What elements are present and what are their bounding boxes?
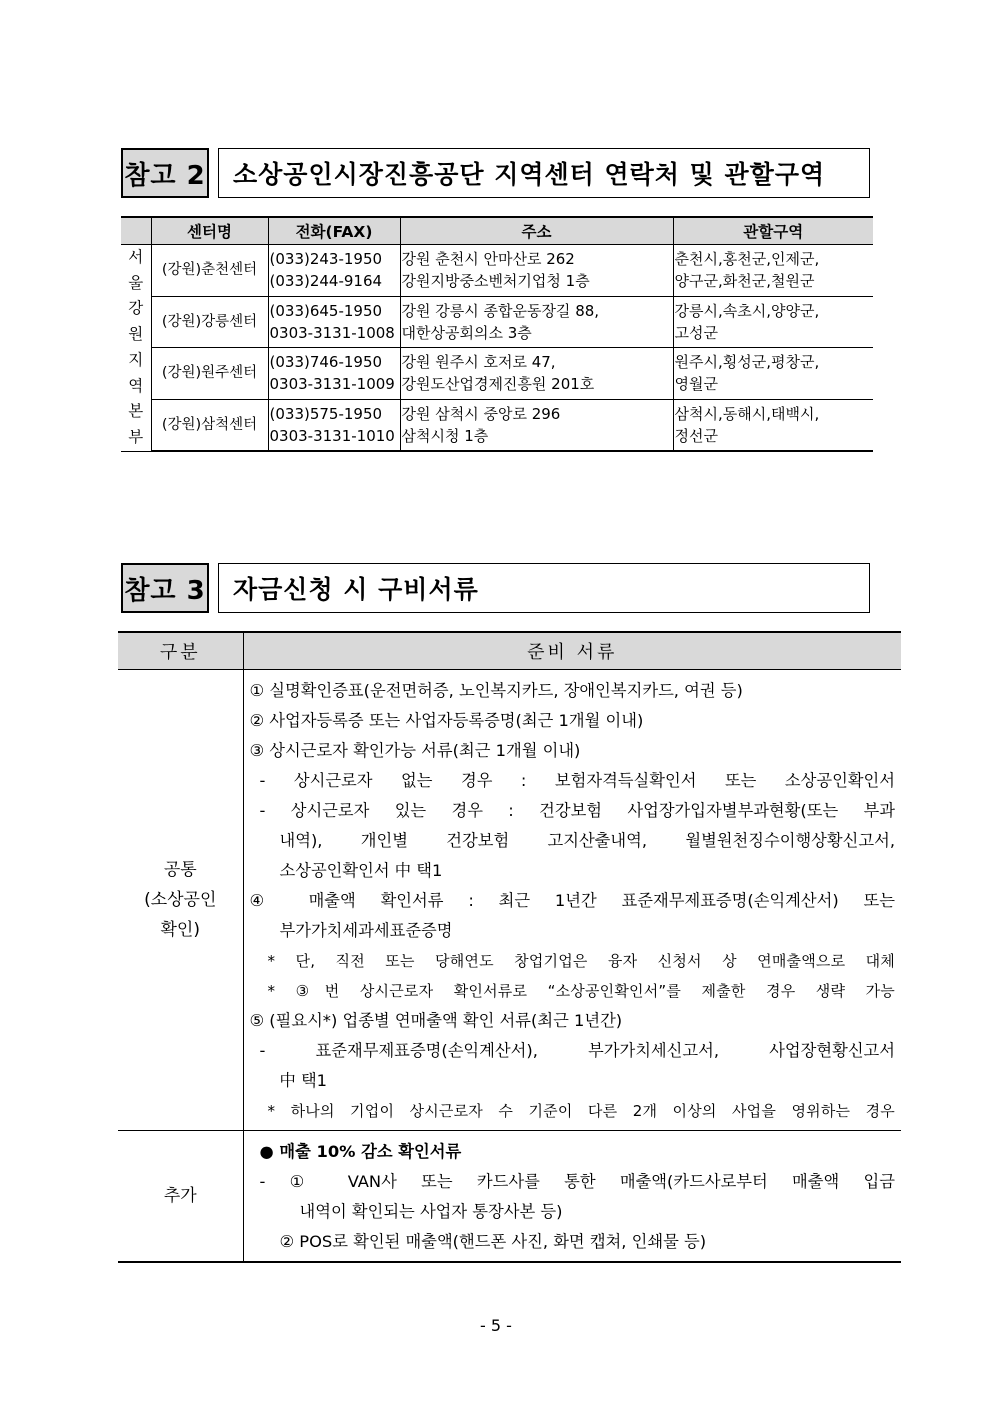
address-line: 강원지방중소벤처기업청 1층	[401, 272, 590, 291]
doc-line: - 표준재무제표증명(손익계산서), 부가가치세신고서, 사업장현황신고서	[259, 1041, 895, 1060]
phone-number: (033)243-1950	[269, 250, 383, 269]
fax-number: 0303-3131-1010	[269, 426, 395, 445]
jurisdiction-line: 고성군	[674, 323, 718, 342]
ref-badge: 참고 3	[121, 563, 209, 613]
region-char: 원	[128, 325, 144, 344]
doc-line: ● 매출 10% 감소 확인서류	[259, 1142, 462, 1161]
category-label: (소상공인	[144, 890, 217, 910]
phone-cell	[268, 296, 400, 348]
section-header-ref2	[121, 148, 870, 198]
header-cell: 구분	[118, 632, 243, 670]
header-cell: 관할구역	[673, 217, 873, 245]
center-name: (강원)춘천센터	[151, 245, 268, 297]
region-char: 본	[128, 402, 144, 421]
address-cell	[400, 399, 673, 451]
doc-line: 소상공인확인서 中 택1	[279, 861, 443, 880]
address-line: 강원 원주시 호저로 47,	[401, 353, 556, 372]
header-cell: 전화(FAX)	[268, 217, 400, 245]
jurisdiction-cell	[673, 399, 873, 451]
doc-line: 내역이 확인되는 사업자 통장사본 등)	[299, 1202, 563, 1221]
documents-cell	[243, 1131, 901, 1263]
category-label: 확인)	[160, 920, 200, 940]
table-row	[118, 670, 901, 1131]
address-cell	[400, 296, 673, 348]
table-row	[121, 245, 873, 297]
region-char: 지	[128, 350, 144, 369]
address-cell	[400, 245, 673, 297]
doc-line: - ① VAN사 또는 카드사를 통한 매출액(카드사로부터 매출액 입금	[259, 1172, 895, 1191]
address-line: 강원 삼척시 중앙로 296	[401, 404, 561, 423]
phone-cell	[268, 348, 400, 400]
category-cell	[118, 670, 243, 1131]
region-char: 울	[128, 273, 144, 292]
regional-centers-table	[121, 216, 873, 452]
region-label	[121, 245, 151, 452]
doc-line: ⑤ (필요시*) 업종별 연매출액 확인 서류(최근 1년간)	[249, 1011, 623, 1030]
address-line: 대한상공회의소 3층	[401, 323, 532, 342]
ref-badge: 참고 2	[121, 148, 209, 198]
phone-cell	[268, 245, 400, 297]
header-cell	[121, 217, 151, 245]
table-row	[121, 399, 873, 451]
address-line: 강원도산업경제진흥원 201호	[401, 375, 595, 394]
phone-number: (033)645-1950	[269, 301, 383, 320]
fax-number: 0303-3131-1009	[269, 375, 395, 394]
fax-number: 0303-3131-1008	[269, 323, 395, 342]
region-char: 부	[128, 427, 144, 446]
phone-number: (033)575-1950	[269, 404, 383, 423]
phone-number: (033)746-1950	[269, 353, 383, 372]
address-line: 강원 강릉시 종합운동장길 88,	[401, 301, 600, 320]
doc-line: ② POS로 확인된 매출액(핸드폰 사진, 화면 캡쳐, 인쇄물 등)	[279, 1232, 707, 1251]
jurisdiction-line: 원주시,횡성군,평창군,	[674, 353, 820, 372]
section-header-ref3	[121, 563, 870, 613]
category-cell	[118, 1131, 243, 1263]
address-cell	[400, 348, 673, 400]
table-row	[118, 1131, 901, 1263]
jurisdiction-line: 강릉시,속초시,양양군,	[674, 301, 820, 320]
jurisdiction-line: 영월군	[674, 375, 718, 394]
doc-line: ② 사업자등록증 또는 사업자등록증명(최근 1개월 이내)	[249, 711, 644, 730]
header-cell: 주소	[400, 217, 673, 245]
center-name: (강원)강릉센터	[151, 296, 268, 348]
section-title: 자금신청 시 구비서류	[218, 563, 870, 613]
documents-cell	[243, 670, 901, 1131]
doc-note: * 단, 직전 또는 당해연도 창업기업은 융자 신청서 상 연매출액으로 대체	[267, 952, 895, 970]
table-header-row	[121, 217, 873, 245]
address-line: 삼척시청 1층	[401, 426, 489, 445]
jurisdiction-cell	[673, 296, 873, 348]
center-name: (강원)원주센터	[151, 348, 268, 400]
table-row	[121, 348, 873, 400]
doc-line: 내역), 개인별 건강보험 고지산출내역, 월별원천징수이행상황신고서,	[279, 831, 895, 850]
doc-line: - 상시근로자 있는 경우 : 건강보험 사업장가입자별부과현황(또는 부과	[259, 801, 895, 820]
category-label: 공통	[163, 860, 197, 880]
jurisdiction-cell	[673, 245, 873, 297]
category-label: 추가	[163, 1186, 197, 1206]
required-documents-table	[118, 631, 901, 1263]
doc-line: 中 택1	[279, 1071, 328, 1090]
fax-number: (033)244-9164	[269, 272, 383, 291]
doc-line: 부가가치세과세표준증명	[279, 921, 453, 940]
center-name: (강원)삼척센터	[151, 399, 268, 451]
address-line: 강원 춘천시 안마산로 262	[401, 250, 575, 269]
phone-cell	[268, 399, 400, 451]
region-char: 강	[128, 299, 144, 318]
doc-note: * ③번 상시근로자 확인서류로 “소상공인확인서”를 제출한 경우 생략 가능	[267, 982, 895, 1000]
doc-note: * 하나의 기업이 상시근로자 수 기준이 다른 2개 이상의 사업을 영위하는 경우	[267, 1102, 895, 1120]
jurisdiction-line: 정선군	[674, 426, 718, 445]
doc-line: ③ 상시근로자 확인가능 서류(최근 1개월 이내)	[249, 741, 581, 760]
region-char: 역	[128, 376, 144, 395]
section-title: 소상공인시장진흥공단 지역센터 연락처 및 관할구역	[218, 148, 870, 198]
table-row	[121, 296, 873, 348]
doc-line: - 상시근로자 없는 경우 : 보험자격득실확인서 또는 소상공인확인서	[259, 771, 895, 790]
jurisdiction-line: 양구군,화천군,철원군	[674, 272, 815, 291]
jurisdiction-line: 삼척시,동해시,태백시,	[674, 404, 820, 423]
doc-line: ④ 매출액 확인서류 : 최근 1년간 표준재무제표증명(손익계산서) 또는	[249, 891, 895, 910]
jurisdiction-line: 춘천시,홍천군,인제군,	[674, 250, 820, 269]
header-cell: 센터명	[151, 217, 268, 245]
doc-line: ① 실명확인증표(운전면허증, 노인복지카드, 장애인복지카드, 여권 등)	[249, 681, 743, 700]
jurisdiction-cell	[673, 348, 873, 400]
page-number: - 5 -	[480, 1316, 512, 1335]
region-char: 서	[128, 248, 144, 266]
header-cell: 준비 서류	[243, 632, 901, 670]
table-header-row	[118, 632, 901, 670]
